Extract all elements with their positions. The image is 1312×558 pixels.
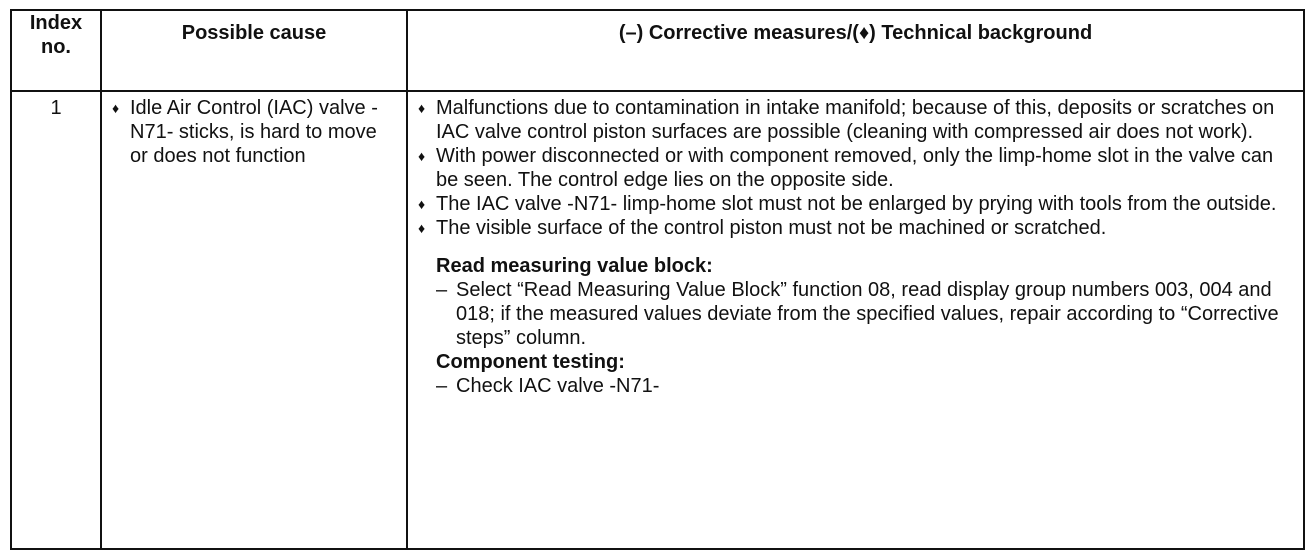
table-row (11, 91, 1304, 549)
diamond-bullet-icon: ♦ (418, 100, 426, 116)
background-item (414, 216, 1297, 240)
corrective-step-text: Check IAC valve -N71- (456, 375, 660, 397)
cause-text: Idle Air Control (IAC) valve -N71- sticks, is hard to move or does not function (130, 97, 378, 167)
cause-item (108, 96, 400, 168)
background-text: The visible surface of the control piston must not be machined or scratched. (436, 217, 1107, 239)
background-text: With power disconnected or with component removed, only the limp-home slot in the valve can be seen. The control edge lies on the opposite side. (436, 145, 1274, 191)
background-text: The IAC valve -N71- limp-home slot must not be enlarged by prying with tools from the outside. (436, 193, 1277, 215)
background-item (414, 192, 1297, 216)
header-possible-cause: Possible cause (101, 10, 407, 91)
table-header-row (11, 10, 1304, 91)
row-index: 1 (11, 91, 101, 549)
diamond-bullet-icon: ♦ (418, 220, 426, 236)
section-heading-component-testing: Component testing: (436, 351, 625, 373)
corrective-step (414, 278, 1297, 350)
component-testing-steps (414, 374, 1297, 398)
row-corrective-measures (407, 91, 1304, 549)
header-corrective-measures: (–) Corrective measures/(♦) Technical background (407, 10, 1304, 91)
read-measuring-steps (414, 278, 1297, 350)
row-possible-cause (101, 91, 407, 549)
background-item (414, 144, 1297, 192)
diamond-bullet-icon: ♦ (418, 196, 426, 212)
header-index-line1: Index (29, 12, 83, 34)
corrective-step-text: Select “Read Measuring Value Block” function 08, read display group numbers 003, 004 and 018; if the measured values deviate from the specified values, repair according to “Corrective steps” column. (456, 279, 1279, 349)
corrective-step (414, 374, 1297, 398)
dash-icon: – (436, 375, 448, 397)
background-text: Malfunctions due to contamination in intake manifold; because of this, deposits or scratches on IAC valve control piston surfaces are possible (cleaning with compressed air does not work). (436, 97, 1275, 143)
section-heading-read-measuring: Read measuring value block: (436, 255, 713, 277)
diagnosis-table (10, 9, 1305, 550)
dash-icon: – (436, 279, 448, 301)
header-index-line2: no. (41, 36, 71, 58)
diamond-bullet-icon: ♦ (112, 100, 120, 116)
header-index (11, 10, 101, 91)
background-item (414, 96, 1297, 144)
diamond-bullet-icon: ♦ (418, 148, 426, 164)
technical-background-list (414, 96, 1297, 240)
